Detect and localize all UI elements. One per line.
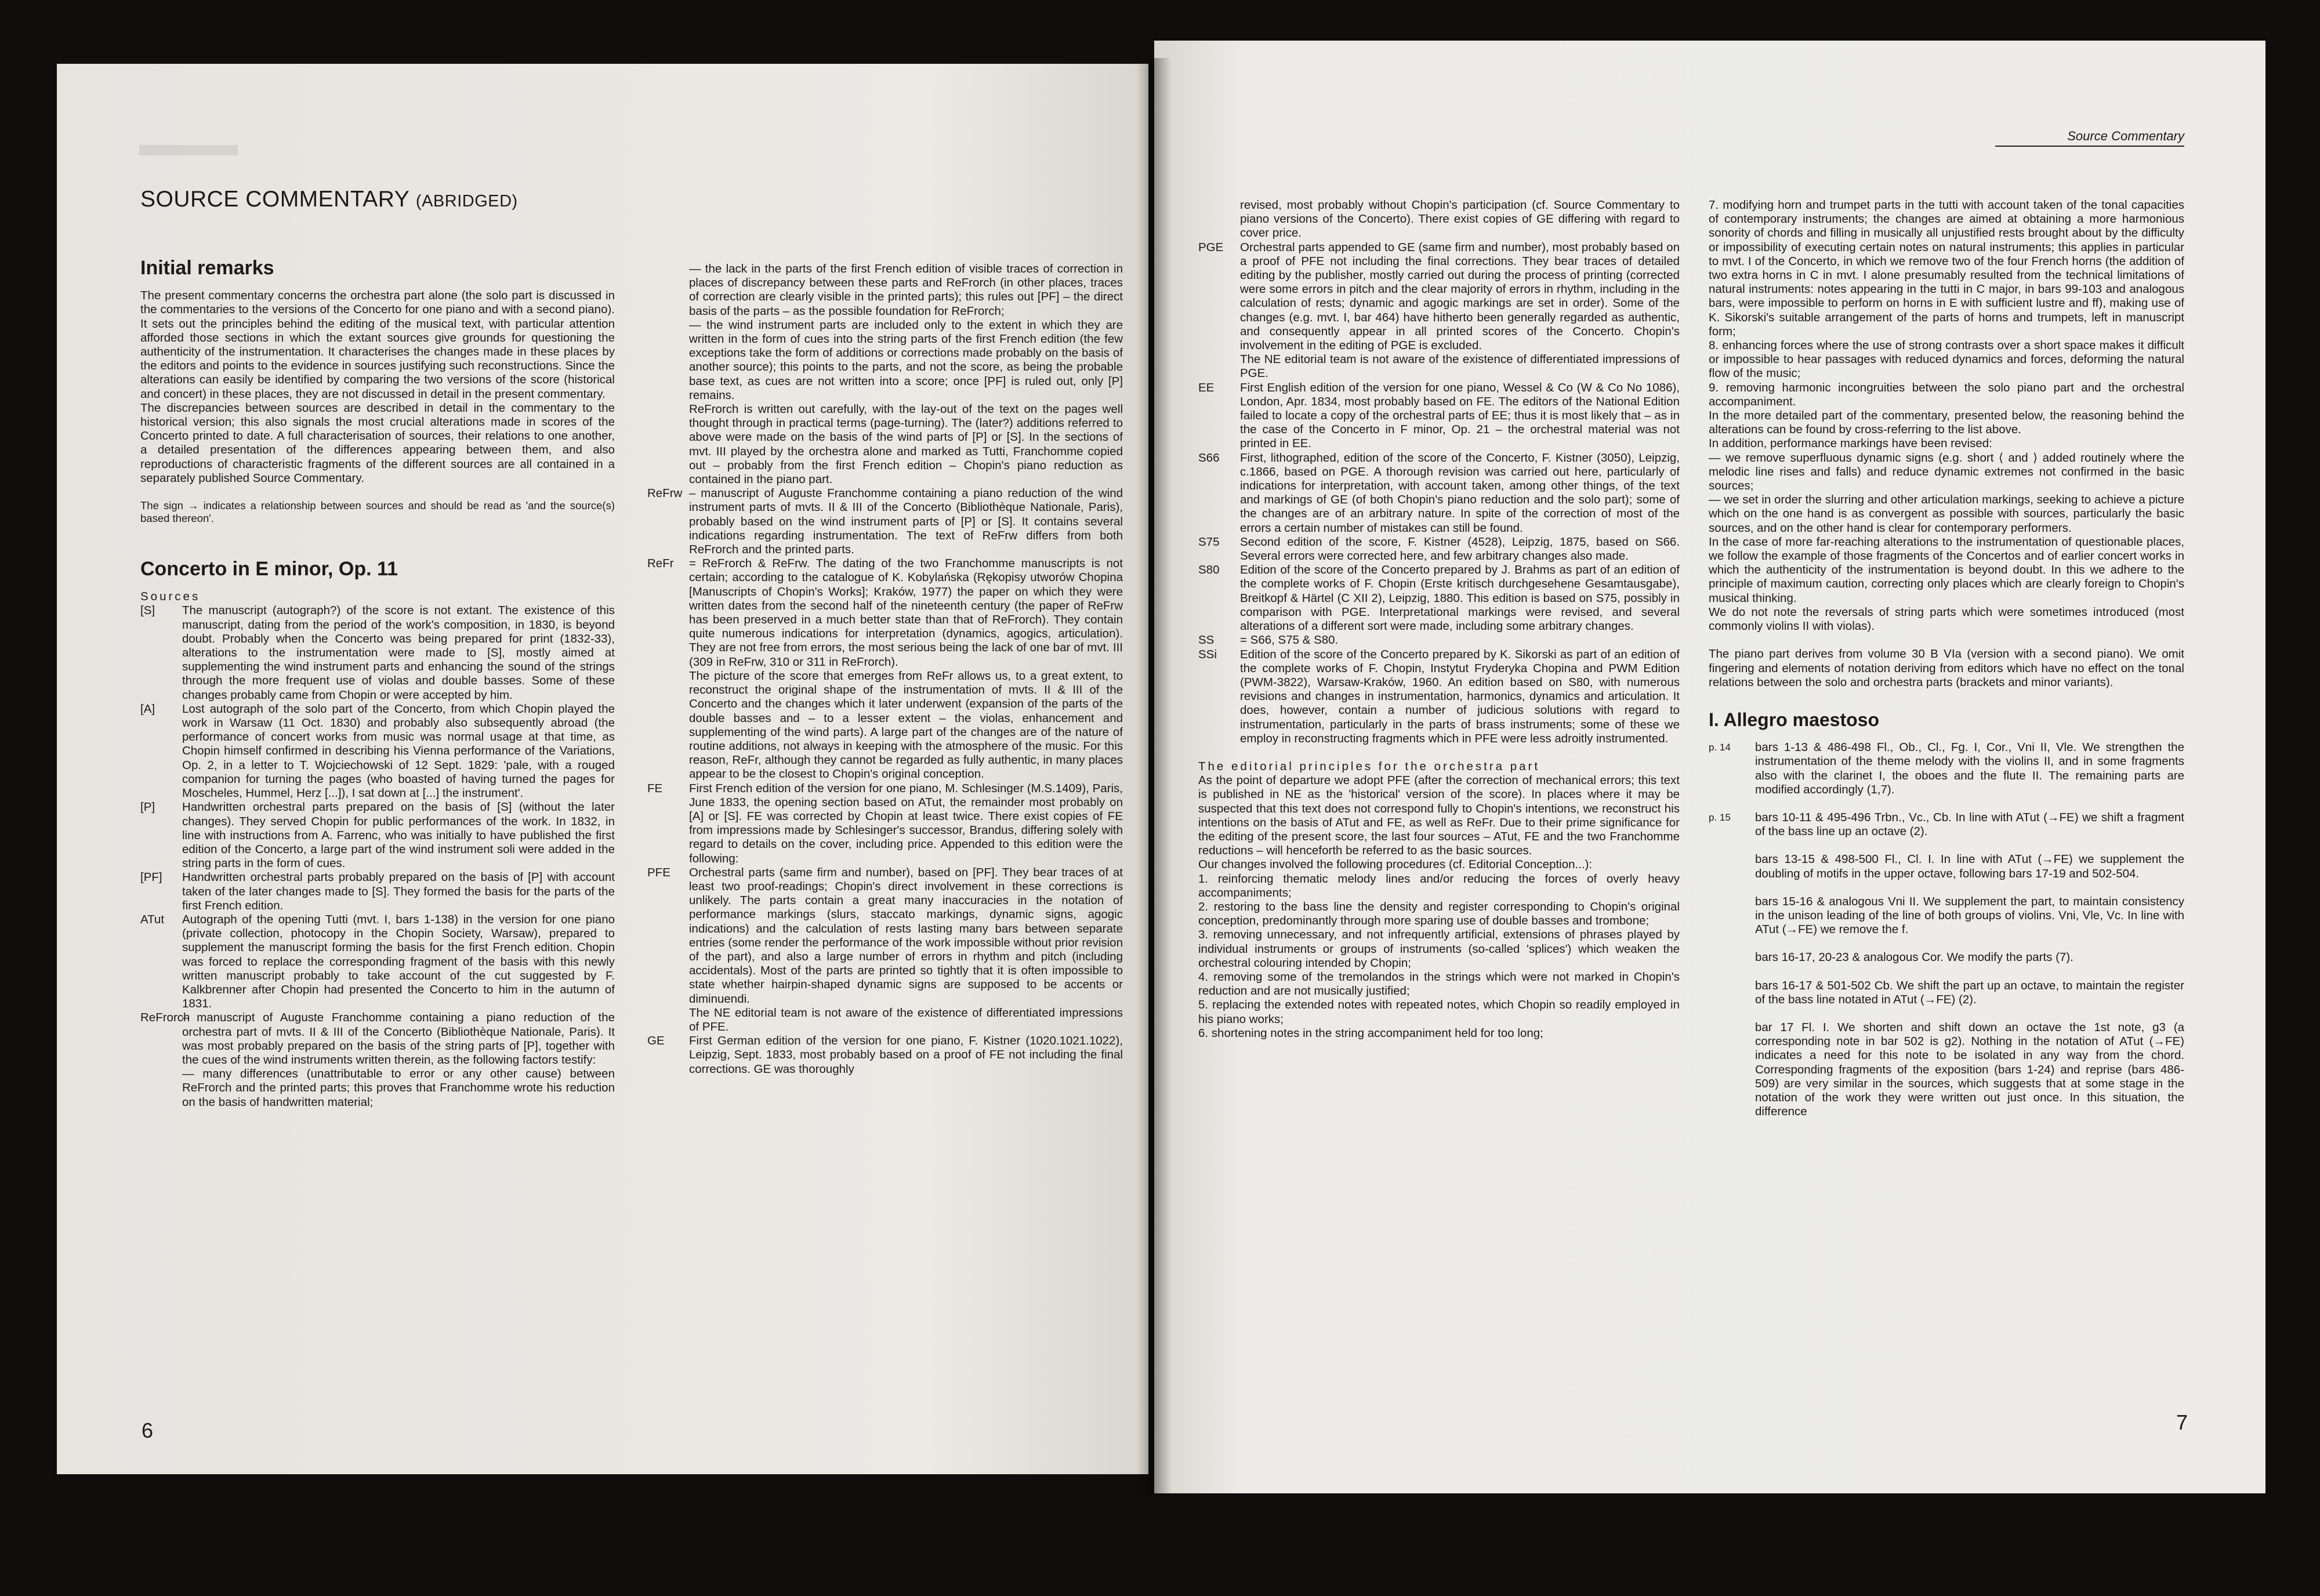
bar-comment bbox=[1709, 811, 2184, 839]
source-entry bbox=[647, 866, 1123, 1006]
source-entry bbox=[647, 1006, 1123, 1034]
source-text: Edition of the score of the Concerto prepared by J. Brahms as part of an edition of the complete works of F. Chopin (Erste kritisch durchgesehene Gesamtausgabe), Breitkopf & Härtel (C XII 2), Leipzig, 1880. This edition is based on S75, possibly in comparison with PGE. Interpretational markings were revised, and several alterations of a different sort were made, including some arbitrary changes. bbox=[1240, 563, 1680, 633]
page-title: SOURCE COMMENTARY (ABRIDGED) bbox=[140, 187, 518, 212]
source-siglum: PGE bbox=[1198, 240, 1224, 254]
source-text: First German edition of the version for one piano, F. Kistner (1020.1021.1022), Leipzig, Sept. 1833, most probably based on a proof of FE not including the final corrections. GE was thoroughly bbox=[689, 1034, 1123, 1076]
source-entry bbox=[1198, 451, 1680, 535]
procedure-item: 9. removing harmonic incongruities between the solo piano part and the orchestral accompaniment. bbox=[1709, 380, 2184, 408]
source-siglum: [PF] bbox=[140, 870, 162, 884]
allegro-title: I. Allegro maestoso bbox=[1709, 709, 1879, 730]
bar-comment bbox=[1709, 979, 2184, 1007]
dash-item-1: — we remove superfluous dynamic signs (e.g. short ⟨ and ⟩ added routinely where the melodic line rises and falls) and reduce dynamic extremes not confirmed in the basic sources; bbox=[1709, 451, 2184, 493]
principles-title: The editorial principles for the orchestra part bbox=[1198, 759, 1540, 773]
source-siglum: SSi bbox=[1198, 647, 1217, 661]
page-reference: p. 15 bbox=[1709, 811, 1731, 823]
source-siglum: PFE bbox=[647, 865, 670, 879]
bar-comment-text: bars 10-11 & 495-496 Trbn., Vc., Cb. In line with ATut (→FE) we shift a fragment of the bass line up an octave (2). bbox=[1755, 810, 2184, 839]
source-text: = S66, S75 & S80. bbox=[1240, 633, 1339, 647]
source-entry bbox=[647, 782, 1123, 866]
source-text: The manuscript (autograph?) of the score is not extant. The existence of this manuscript, dating from the period of the work's composition, in 1830, is beyond doubt. Probably when the Concerto was being prepared for print (1832-33), alterations to the instrumentation were made to [S], mostly aimed at supplementing the wind instrument parts and enhancing the sound of the strings through the more frequent use of violas and double basses. Some of these changes probably came from Chopin or were accepted by him. bbox=[182, 604, 615, 702]
source-text: Handwritten orchestral parts probably prepared on the basis of [P] with account taken of the later changes made to [S]. They formed the basis for the parts of the first French edition. bbox=[182, 870, 615, 912]
principles-list bbox=[1198, 872, 1680, 1040]
bar-comment bbox=[1709, 741, 2184, 797]
middle-sources-list bbox=[647, 262, 1123, 1076]
source-entry bbox=[1198, 633, 1680, 647]
bar-comment-text: bar 17 Fl. I. We shorten and shift down an octave the 1st note, g3 (a corresponding note in bar 502 is g2). Nothing in the notation of ATut (→FE) indicates a need for this note to be isolated in any way from the chord. Corresponding fragments of the exposition (bars 1-24) and reprise (bars 486-509) are very similar in the sources, which suggests that at some stage in the notation of the work they were written out just once. In this situation, the difference bbox=[1755, 1020, 2184, 1119]
source-siglum: ReFrorch bbox=[140, 1011, 190, 1025]
concerto-title: Concerto in E minor, Op. 11 bbox=[140, 558, 398, 581]
source-entry bbox=[140, 1067, 615, 1109]
source-text: Second edition of the score, F. Kistner (4528), Leipzig, 1875, based on S66. Several errors were corrected here, and few arbitrary changes also made. bbox=[1240, 535, 1680, 563]
source-text: Orchestral parts appended to GE (same firm and number), most probably based on a proof of PFE not including the final corrections. They bear traces of detailed editing by the publisher, mostly carried out during the process of printing (corrected were some errors in pitch and the clear majority of errors in rhythm, including in the calculation of rests; dynamic and agogic markings are set in order). Some of the changes (e.g. mvt. I, bar 464) have hitherto been generally regarded as authentic, and consequently appear in all printed scores of the Concerto. Chopin's involvement in the editing of PGE is excluded. bbox=[1240, 240, 1680, 353]
bar-comment-text: bars 13-15 & 498-500 Fl., Cl. I. In line with ATut (→FE) we supplement the doubling of motifs in the upper octave, following bars 17-19 and 502-504. bbox=[1755, 853, 2184, 880]
source-text: Edition of the score of the Concerto prepared by K. Sikorski as part of an edition of the complete works of F. Chopin, Instytut Fryderyka Chopina and PWM Edition (PWM-3822), Warsaw-Kraków, 1960. An edition based on S80, with numerous revisions and changes in instrumentation, harmonics, dynamics and articulation. It does, however, contain a number of judicious solutions with regard to instrumentation, particularly in the parts of brass instruments; some of these we employ in reconstructing fragments which in PFE were less adroitly instrumented. bbox=[1240, 647, 1680, 745]
principles-p1: As the point of departure we adopt PFE (after the correction of mechanical errors; this text is published in NE as the 'historical' version of the score). In places where it may be suspected that this text does not correspond fully to Chopin's intentions, we reconstruct his intentions on the basis of ATut and FE, as well as ReFr. Due to their prime significance for the editing of the present score, the last four sources – ATut, FE and the two Franchomme reductions – will henceforth be referred to as the basic sources. bbox=[1198, 774, 1680, 858]
source-siglum: [S] bbox=[140, 604, 155, 618]
procedure-item: 1. reinforcing thematic melody lines and/or reducing the forces of overly heavy accompaniments; bbox=[1198, 872, 1680, 899]
column-right-2 bbox=[1709, 198, 2184, 1133]
procedure-item: 3. removing unnecessary, and not infrequently artificial, extensions of phrases played by individual instruments or groups of instruments (so-called 'splices') which weaken the orchestral colouring intended by Chopin; bbox=[1198, 928, 1680, 970]
source-text: First English edition of the version for one piano, Wessel & Co (W & Co No 1086), London, Apr. 1834, most probably based on FE. The editors of the National Edition failed to locate a copy of the orchestral parts of EE; thus it is most likely that – as in the case of the Concerto in F minor, Op. 21 – the orchestral material was not printed in EE. bbox=[1240, 380, 1680, 451]
source-text: — the lack in the parts of the first French edition of visible traces of correction in places of discrepancy between these parts and ReFrorch (in other places, traces of correction are clearly visible in the printed parts); this rules out [PF] – the direct basis of the parts – as the possible foundation for ReFrorch; bbox=[689, 262, 1123, 318]
running-header: Source Commentary bbox=[1995, 129, 2184, 147]
source-entry bbox=[647, 318, 1123, 402]
far-reaching-paragraph: In the case of more far-reaching alterations to the instrumentation of questionable places, we follow the example of those fragments of the Concertos and of earlier concert works in which the authenticity of the instrumentation is beyond doubt. In this we adhere to the principle of maximum caution, correcting only places which are clearly foreign to Chopin's musical thinking. bbox=[1709, 535, 2184, 605]
source-siglum: [A] bbox=[140, 702, 155, 716]
source-siglum: GE bbox=[647, 1034, 665, 1048]
reversal-paragraph: We do not note the reversals of string parts which were sometimes introduced (most commonly violins II with violas). bbox=[1709, 605, 2184, 633]
source-siglum: ReFrw bbox=[647, 487, 683, 500]
column-middle bbox=[647, 262, 1123, 1076]
detail-paragraph: In the more detailed part of the commentary, presented below, the reasoning behind the alterations can be found by cross-referring to the list above. bbox=[1709, 409, 2184, 437]
procedure-item: 5. replacing the extended notes with repeated notes, which Chopin so readily employed in his piano works; bbox=[1198, 998, 1680, 1026]
procedure-item: 8. enhancing forces where the use of strong contrasts over a short space makes it difficult or impossible to hear passages with reduced dynamics and forces, deforming the natural flow of the music; bbox=[1709, 339, 2184, 380]
dash-item-2: — we set in order the slurring and other articulation markings, seeking to achieve a picture which on the one hand is as convergent as possible with sources, particularly the basic sources, and on the other hand is clear for contemporary performers. bbox=[1709, 493, 2184, 535]
source-entry bbox=[1198, 563, 1680, 633]
column-right-1 bbox=[1198, 198, 1680, 1040]
source-entry bbox=[1198, 198, 1680, 241]
initial-remarks-p1: The present commentary concerns the orchestra part alone (the solo part is discussed in the commentaries to the versions of the Concerto for one piano and with a second piano). It sets out the principles behind the editing of the musical text, with particular attention afforded those sections in which the extant sources give grounds for questioning the authenticity of the instrumentation. It characterises the changes made in these places by the editors and points to the evidence in sources justifying such reconstructions. Since the alterations can easily be identified by comparing the two versions of the score (historical and concert) in these places, they are not discussed in detail in the present commentary. bbox=[140, 289, 615, 401]
source-text: = ReFrorch & ReFrw. The dating of the two Franchomme manuscripts is not certain; according to the catalogue of K. Kobylańska (Rękopisy utworów Chopina [Manuscripts of Chopin's Works]; Kraków, 1977) the paper on which they were written dates from the second half of the nineteenth century (the paper of ReFrw has been preserved in a much better state than that of ReFrorch). They contain quite numerous indications for interpretation (dynamics, agogics, articulation). They are not free from errors, the most serious being the lack of one bar of mvt. III (309 in ReFrw, 310 or 311 in ReFrorch). bbox=[689, 557, 1123, 669]
source-text: The picture of the score that emerges from ReFr allows us, to a great extent, to reconstruct the original shape of the instrumentation of mvts. II & III of the Concerto and the changes which it later underwent (expansion of the parts of the double basses and – to a lesser extent – the violas, enhancement and supplementing of the wind parts). A large part of the changes are of the nature of routine additions, not always in keeping with the atmosphere of the music. For this reason, ReFr, although they cannot be regarded as fully authentic, in many places appear to be the closest to Chopin's original conception. bbox=[689, 669, 1123, 781]
page-reference: p. 14 bbox=[1709, 742, 1731, 753]
procedure-item: 2. restoring to the bass line the density and register corresponding to Chopin's original conception, predominantly through more sparing use of double basses and trombone; bbox=[1198, 899, 1680, 928]
bar-comment-text: bars 16-17, 20-23 & analogous Cor. We modify the parts (7). bbox=[1755, 951, 2074, 964]
source-text: First, lithographed, edition of the score of the Concerto, F. Kistner (3050), Leipzig, c.1866, based on PGE. A thorough revision was carried out here, particularly of indications for interpretation, with account taken, among other things, of the text and markings of GE (of both Chopin's piano reduction and the solo part); some of the changes are of an arbitrary nature. In spite of the correction of most of the errors a certain number of mistakes can still be found. bbox=[1240, 451, 1680, 535]
bar-comment-text: bars 16-17 & 501-502 Cb. We shift the part up an octave, to maintain the register of the bass line notated in ATut (→FE) (2). bbox=[1755, 978, 2184, 1006]
bar-comment-text: bars 15-16 & analogous Vni II. We supplement the part, to maintain consistency in the unison leading of the line of both groups of violins. Vni, Vle, Vc. In line with ATut (→FE) we remove the f. bbox=[1755, 894, 2184, 937]
source-entry bbox=[140, 800, 615, 870]
column-left bbox=[140, 257, 615, 1109]
source-text: Autograph of the opening Tutti (mvt. I, bars 1-138) in the version for one piano (private collection, photocopy in the Chopin Society, Warsaw), prepared to supplement the manuscript forming the basis for the first French edition. Chopin was forced to replace the corresponding fragment of the basis with this newly written manuscript probably to take account of the cut suggested by F. Kalkbrenner after Chopin had presented the Concerto to him in the autumn of 1831. bbox=[182, 912, 615, 1011]
source-siglum: S66 bbox=[1198, 451, 1220, 465]
bar-comment bbox=[1709, 1021, 2184, 1119]
gutter-shadow bbox=[1137, 58, 1172, 1496]
left-sources-list bbox=[140, 604, 615, 1109]
sources-label: Sources bbox=[140, 590, 201, 604]
bar-comment-text: bars 1-13 & 486-498 Fl., Ob., Cl., Fg. I, Cor., Vni II, Vle. We strengthen the instrumentation of the theme melody with the violins II, and in some fragments also with the clarinet I, the oboes and the flute II. The remaining parts are modified accordingly (1,7). bbox=[1755, 741, 2184, 796]
source-siglum: [P] bbox=[140, 800, 155, 814]
performance-paragraph: In addition, performance markings have been revised: bbox=[1709, 437, 1992, 451]
source-siglum: ReFr bbox=[647, 557, 674, 571]
source-text: – manuscript of Auguste Franchomme containing a piano reduction of the wind instrument parts of mvts. II & III of the Concerto (Bibliothèque Nationale, Paris), probably based on the wind instrument parts of [P] or [S]. It contains several indications regarding instrumentation. The text of ReFrw differs from both ReFrorch and the printed parts. bbox=[689, 487, 1123, 557]
procedure-item: 4. removing some of the tremolandos in the strings which were not marked in Chopin's reduction and are not musically justified; bbox=[1198, 970, 1680, 998]
source-entry bbox=[140, 1011, 615, 1067]
bar-comment bbox=[1709, 951, 2184, 964]
source-entry bbox=[1198, 353, 1680, 380]
page-number-right: 7 bbox=[2176, 1410, 2188, 1434]
source-entry bbox=[1198, 535, 1680, 563]
procedure-item: 7. modifying horn and trumpet parts in the tutti with account taken of the tonal capacities of contemporary instruments; the changes are aimed at obtaining a more harmonious sonority of chords and filling in musically all unjustified rests brought about by the difficulty or impossibility of executing certain notes on natural instruments; this applies in particular to mvt. I of the Concerto, in which we remove two of the four French horns (the addition of two extra horns in C in mvt. I alone presumably resulted from the technical limitations of natural instruments: notes appearing in the tutti in C major, in bars 99-103 and analogous bars, were impossible to perform on horns in E with sufficient lustre and ff), making use of K. Sikorski's suitable arrangement of the parts of horns and trumpets, left in manuscript form; bbox=[1709, 198, 2184, 338]
source-entry bbox=[1198, 381, 1680, 451]
source-text: — the wind instrument parts are included only to the extent in which they are written in the form of cues into the string parts of the first French edition (the few exceptions take the form of additions or corrections made probably on the basis of another source); this points to the parts, and not the score, as being the probable base text, as cues are not written into a score; once [PF] is ruled out, only [P] remains. bbox=[689, 318, 1123, 402]
source-text: ReFrorch is written out carefully, with the lay-out of the text on the pages well thought through in practical terms (page-turning). The (later?) additions referred to above were made on the basis of the wind parts of [P] or [S]. In the sections of mvt. III played by the orchestra alone and marked as Tutti, Franchomme copied out – probably from the first French edition – Chopin's piano reduction as contained in the piano part. bbox=[689, 402, 1123, 487]
source-entry bbox=[647, 487, 1123, 557]
right-sources-list bbox=[1198, 198, 1680, 746]
initial-remarks-title: Initial remarks bbox=[140, 257, 274, 279]
source-entry bbox=[140, 870, 615, 913]
source-entry bbox=[140, 913, 615, 1011]
source-text: First French edition of the version for one piano, M. Schlesinger (M.S.1409), Paris, June 1833, the opening section based on ATut, the remainder most probably on [A] or [S]. FE was corrected by Chopin at least twice. There exist copies of FE from impressions made by Schlesinger's successor, Brandus, differing solely with regard to details on the cover, including price. Appended to this edition were the following: bbox=[689, 781, 1123, 865]
source-entry bbox=[647, 557, 1123, 669]
bar-comment bbox=[1709, 853, 2184, 880]
procedure-item: 6. shortening notes in the string accompaniment held for too long; bbox=[1198, 1026, 1543, 1040]
page-number-left: 6 bbox=[142, 1419, 154, 1442]
source-entry bbox=[1198, 241, 1680, 353]
source-entry bbox=[647, 1034, 1123, 1076]
source-text: Handwritten orchestral parts prepared on the basis of [S] (without the later changes). They served Chopin for public performances of the work. In 1832, in line with instructions from A. Farrenc, who was initially to have published the first edition of the Concerto, a large part of the wind instrument soli were added in the string parts in the form of cues. bbox=[182, 800, 615, 870]
bars-list bbox=[1709, 741, 2184, 1133]
source-siglum: S75 bbox=[1198, 535, 1220, 549]
source-entry bbox=[140, 604, 615, 702]
source-text: — many differences (unattributable to error or any other cause) between ReFrorch and the printed parts; this proves that Franchomme wrote his reduction on the basis of handwritten material; bbox=[182, 1067, 615, 1109]
source-entry bbox=[140, 702, 615, 800]
sign-note: The sign → indicates a relationship between sources and should be read as 'and the source(s) based thereon'. bbox=[140, 499, 615, 525]
source-siglum: EE bbox=[1198, 380, 1215, 394]
source-text: revised, most probably without Chopin's participation (cf. Source Commentary to piano versions of the Concerto). There exist copies of GE differing with regard to cover price. bbox=[1240, 198, 1680, 240]
source-siglum: SS bbox=[1198, 633, 1215, 647]
bar-comment bbox=[1709, 895, 2184, 937]
source-text: The NE editorial team is not aware of the existence of differentiated impressions of PGE. bbox=[1240, 353, 1680, 380]
source-siglum: ATut bbox=[140, 912, 165, 926]
source-entry bbox=[647, 669, 1123, 782]
source-entry bbox=[647, 402, 1123, 487]
source-text: Orchestral parts (same firm and number), based on [PF]. They bear traces of at least two proof-readings; Chopin's direct involvement in these corrections is unlikely. The parts contain a great many inaccuracies in the notation of performance markings (slurs, staccato markings, dynamic signs, agogic indications) and the calculation of rests lasting many bars between separate entries (some render the performance of the work impossible without prior revision of the part), and also a large number of errors in rhythm and pitch (including accidentals). Most of the parts are printed so tightly that it is often impossible to state whether hairpin-shaped dynamic signs are supposed to be accents or diminuendi. bbox=[689, 865, 1123, 1006]
source-entry bbox=[1198, 648, 1680, 746]
piano-part-paragraph: The piano part derives from volume 30 B VIa (version with a second piano). We omit fingering and elements of notation deriving from editors which have no effect on the tonal relations between the solo and orchestra parts (brackets and minor variants). bbox=[1709, 647, 2184, 689]
source-entry bbox=[647, 262, 1123, 318]
bleed-through-mark bbox=[139, 145, 238, 155]
principles-p2: Our changes involved the following procedures (cf. Editorial Conception...): bbox=[1198, 858, 1593, 872]
source-text: The NE editorial team is not aware of the existence of differentiated impressions of PFE. bbox=[689, 1006, 1123, 1033]
source-text: Lost autograph of the solo part of the Concerto, from which Chopin played the work in Warsaw (11 Oct. 1830) and probably also subsequently abroad (the performance of concert works from music was normal usage at that time, as Chopin himself confirmed in describing his Vienna performance of the Variations, Op. 2, in a letter to T. Wojciechowski of 12 Sept. 1829: 'pale, with a rouged companion for turning the pages (who boasted of having turned the pages for Moscheles, Hummel, Herz [...]), I sat down at [...] the instrument'. bbox=[182, 702, 615, 800]
source-text: – manuscript of Auguste Franchomme containing a piano reduction of the orchestra part of mvts. II & III of the Concerto (Bibliothèque Nationale, Paris). It was most probably prepared on the basis of the string parts of [P], together with the cues of the wind instruments written therein, as the following factors testify: bbox=[182, 1011, 615, 1067]
initial-remarks-p2: The discrepancies between sources are described in detail in the commentary to the historical version; this also signals the most crucial alterations made in scores of the Concerto printed to date. A full characterisation of sources, their relations to one another, a detailed presentation of the differences appearing between them, and also reproductions of characteristic fragments of the different sources are all contained in a separately published Source Commentary. bbox=[140, 401, 615, 485]
procedures-continued-list bbox=[1709, 198, 2184, 409]
source-siglum: S80 bbox=[1198, 563, 1220, 577]
source-siglum: FE bbox=[647, 781, 663, 795]
